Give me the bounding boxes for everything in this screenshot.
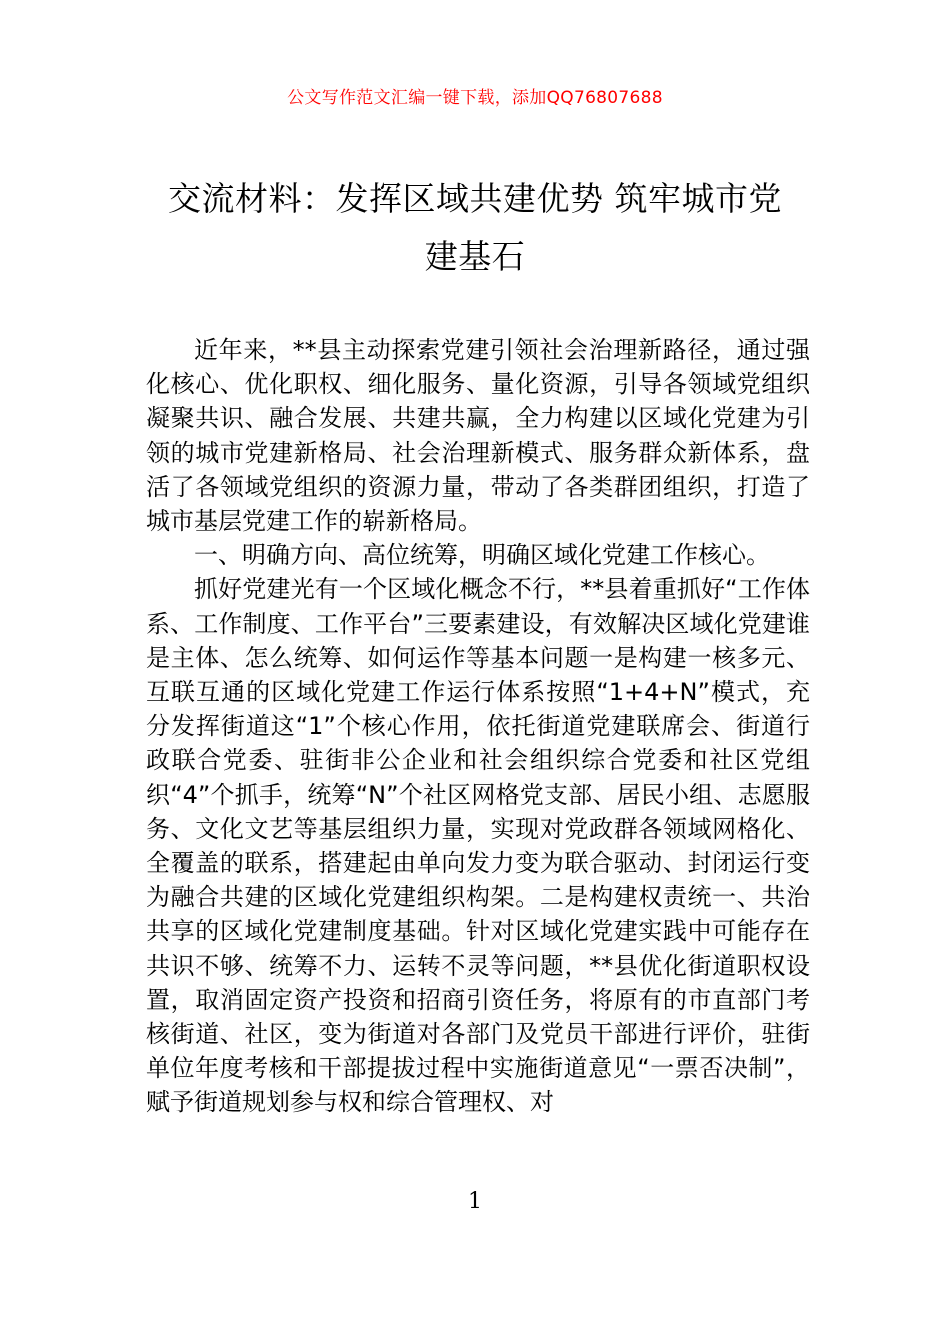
paragraph-intro: 近年来，**县主动探索党建引领社会治理新路径，通过强化核心、优化职权、细化服务、量化资源，引导各领域党组织凝聚共识、融合发展、共建共赢，全力构建以区域化党建为引领的城市党建新格局、社会治理新模式、服务群众新体系，盘活了各领域党组织的资源力量，带动了各类群团组织，打造了城市基层党建工作的崭新格局。 <box>146 336 810 536</box>
download-note: 公文写作范文汇编一键下载，添加QQ76807688 <box>287 88 663 108</box>
section-heading: 一、明确方向、高位统筹，明确区域化党建工作核心。 <box>194 541 770 570</box>
page-title <box>140 170 810 286</box>
page-number: 1 <box>468 1189 482 1214</box>
document-body <box>146 333 810 1120</box>
title-line-2: 建基石 <box>424 237 526 276</box>
title-line-1: 交流材料：发挥区域共建优势 筑牢城市党 <box>168 179 782 218</box>
paragraph-section-1: 抓好党建光有一个区域化概念不行，**县着重抓好“工作体系、工作制度、工作平台”三要素建设，有效解决区域化党建谁是主体、怎么统筹、如何运作等基本问题一是构建一核多元、互联互通的区域化党建工作运行体系按照“1+4+N”模式，充分发挥街道这“1”个核心作用，依托街道党建联席会、街道行政联合党委、驻街非公企业和社会组织综合党委和社区党组织“4”个抓手，统筹“N”个社区网格党支部、居民小组、志愿服务、文化文艺等基层组织力量，实现对党政群各领域网格化、全覆盖的联系，搭建起由单向发力变为联合驱动、封闭运行变为融合共建的区域化党建组织构架。二是构建权责统一、共治共享的区域化党建制度基础。针对区域化党建实践中可能存在共识不够、统筹不力、运转不灵等问题，**县优化街道职权设置，取消固定资产投资和招商引资任务，将原有的市直部门考核街道、社区，变为街道对各部门及党员干部进行评价，驻街单位年度考核和干部提拔过程中实施街道意见“一票否决制”，赋予街道规划参与权和综合管理权、对 <box>146 575 810 1117</box>
